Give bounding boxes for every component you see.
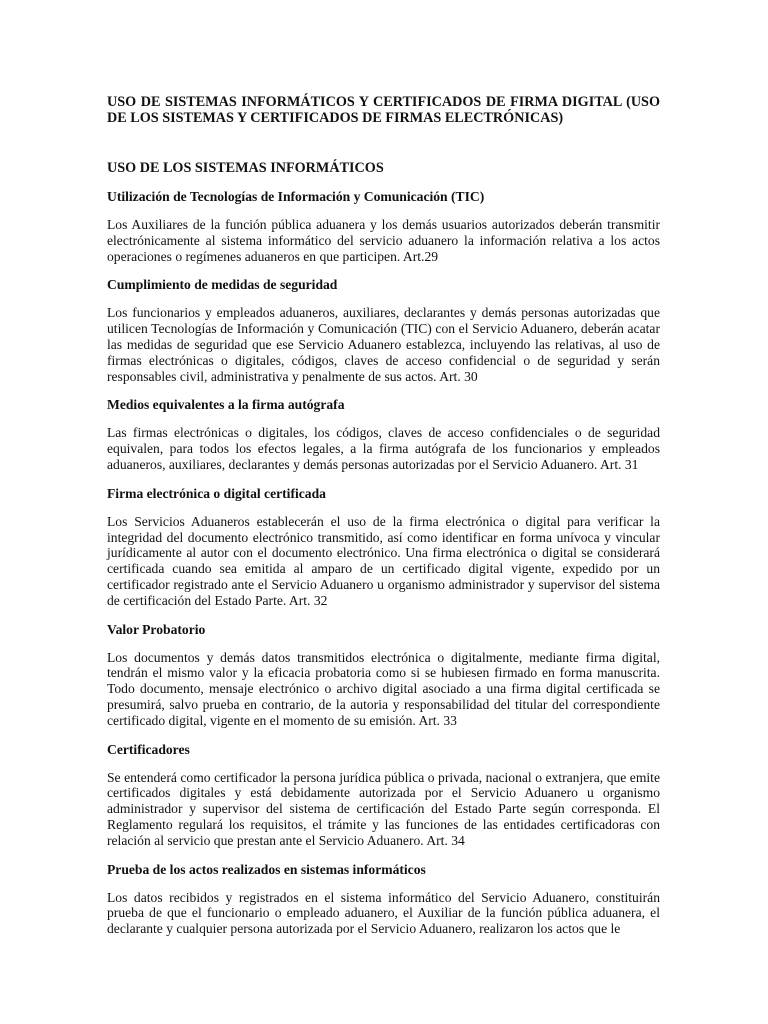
heading-medidas-seguridad: Cumplimiento de medidas de seguridad: [107, 277, 338, 293]
heading-medios-equivalentes: Medios equivalentes a la firma autógrafa: [107, 397, 345, 413]
paragraph-art-33: Los documentos y demás datos transmitidos electrónica o digitalmente, mediante firma digital, tendrán el mismo valor y la eficacia probatoria como si se hubiesen firmado en forma manuscrita. Todo documento, mensaje electrónico o archivo digital asociado a una firma digital certificada se presumirá, salvo prueba en contrario, de la autoria y responsabilidad del titular del correspondiente certificado digital, vigente en el momento de su emisión. Art. 33: [107, 649, 660, 728]
heading-prueba-actos: Prueba de los actos realizados en sistemas informáticos: [107, 861, 426, 877]
heading-firma-certificada: Firma electrónica o digital certificada: [107, 485, 326, 501]
paragraph-art-29: Los Auxiliares de la función pública aduanera y los demás usuarios autorizados deberán transmitir electrónicamente al sistema informático del servicio aduanero la información relativa a los actos operaciones o regímenes aduaneros en que participen. Art.29: [107, 217, 660, 264]
document-page: [107, 94, 660, 937]
heading-valor-probatorio: Valor Probatorio: [107, 621, 206, 637]
paragraph-art-30: Los funcionarios y empleados aduaneros, auxiliares, declarantes y demás personas autorizadas que utilicen Tecnologías de Información y Comunicación (TIC) con el Servicio Aduanero, deberán acatar las medidas de seguridad que ese Servicio Aduanero establezca, incluyendo las relativas, al uso de firmas electrónicas o digitales, códigos, claves de acceso confidencial o de seguridad y serán responsables civil, administrativa y penalmente de sus actos. Art. 30: [107, 305, 660, 384]
heading-certificadores: Certificadores: [107, 741, 190, 757]
paragraph-prueba-actos: Los datos recibidos y registrados en el sistema informático del Servicio Aduanero, constituirán prueba de que el funcionario o empleado aduanero, el Auxiliar de la función pública aduanera, el declarante y cualquier persona autorizada por el Servicio Aduanero, realizaron los actos que le: [107, 889, 660, 937]
section-heading: USO DE LOS SISTEMAS INFORMÁTICOS: [107, 160, 384, 176]
paragraph-art-32: Los Servicios Aduaneros establecerán el uso de la firma electrónica o digital para verificar la integridad del documento electrónico transmitido, así como identificar en forma unívoca y vincular jurídicamente al autor con el documento electrónico. Una firma electrónica o digital se considerará certificada cuando sea emitida al amparo de un certificado digital vigente, expedido por un certificador registrado ante el Servicio Aduanero u organismo administrador y supervisor del sistema de certificación del Estado Parte. Art. 32: [107, 513, 660, 608]
paragraph-art-34: Se entenderá como certificador la persona jurídica pública o privada, nacional o extranjera, que emite certificados digitales y está debidamente autorizada por el Servicio Aduanero u organismo administrador y supervisor del sistema de certificación del Estado Parte según corresponda. El Reglamento regulará los requisitos, el trámite y las funciones de las entidades certificadoras con relación al servicio que prestan ante el Servicio Aduanero. Art. 34: [107, 769, 660, 848]
heading-utilizacion-tic: Utilización de Tecnologías de Información y Comunicación (TIC): [107, 189, 485, 204]
paragraph-art-31: Las firmas electrónicas o digitales, los códigos, claves de acceso confidenciales o de seguridad equivalen, para todos los efectos legales, a la firma autógrafa de los funcionarios y empleados aduaneros, auxiliares, declarantes y demás personas autorizadas por el Servicio Aduanero. Art. 31: [107, 425, 660, 472]
document-title: USO DE SISTEMAS INFORMÁTICOS Y CERTIFICADOS DE FIRMA DIGITAL (USO DE LOS SISTEMAS Y CERTIFICADOS DE FIRMAS ELECTRÓNICAS): [107, 94, 660, 126]
